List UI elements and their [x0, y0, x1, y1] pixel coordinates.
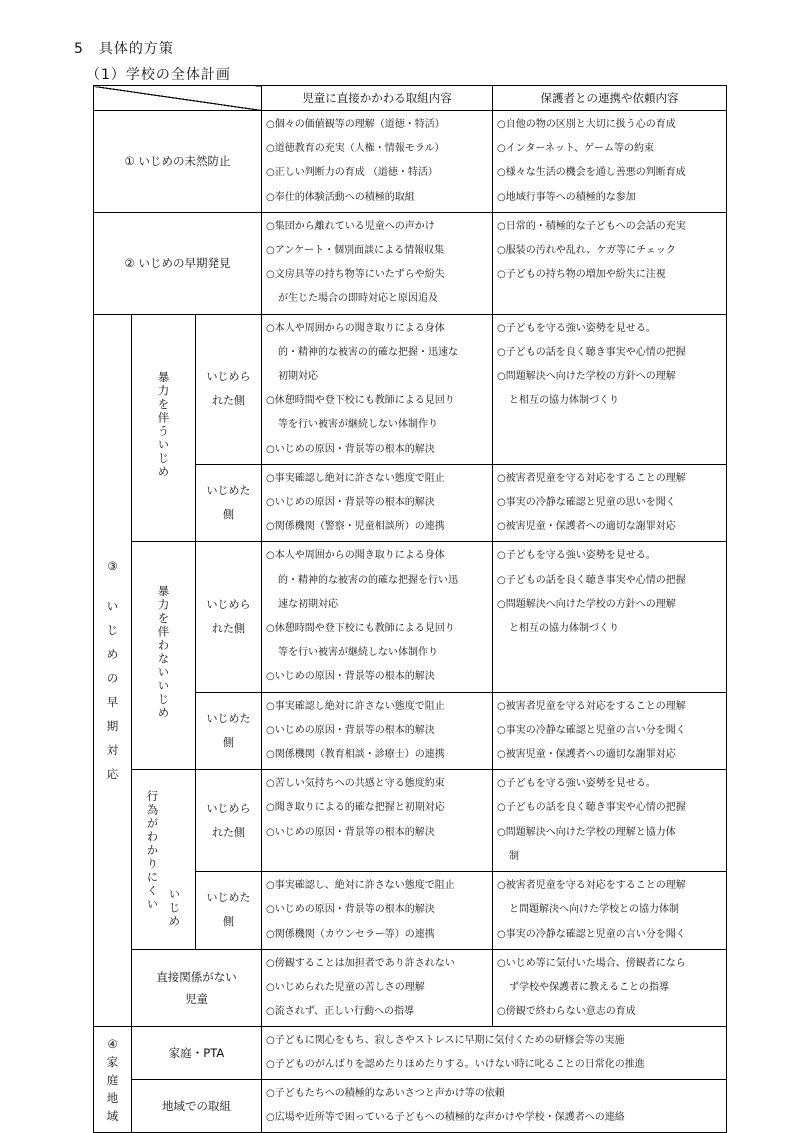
vertical-label-char: 庭 [106, 1072, 119, 1087]
list-item-continuation: 初期対応 [278, 371, 319, 383]
list-item: ○聞き取りによる的確な把握と初期対応 [266, 802, 445, 814]
nonviolent-bully-label: いじめた 側 [196, 692, 262, 770]
list-item-continuation: 等を行い被害が継続しない体制作り [278, 419, 439, 431]
list-item-line: ○本人や周囲からの聞き取りによる身体 [266, 550, 445, 562]
list-item-line: ○被害者児童を守る対応をすることの理解 [497, 880, 686, 892]
list-item-line: ○問題解決へ向けた学校の理解と協力体 [497, 826, 676, 838]
list-item [497, 772, 723, 796]
list-item: ○苦しい気持ちへの共感と守る態度約束 [266, 778, 445, 790]
school-plan-table [93, 85, 727, 1133]
violent-victim-label: いじめら れた側 [196, 314, 262, 464]
header-corner [94, 86, 262, 111]
unclear-bully-child-cell [262, 872, 493, 950]
list-item: ○被害児童・保護者への適切な謝罪対応 [497, 521, 676, 533]
list-item-line: ○子どもを守る強い姿勢を見せる。 [497, 550, 656, 562]
list-item [266, 665, 489, 689]
list-item [497, 923, 723, 947]
list-item-continuation: と相互の協力体制づくり [509, 395, 620, 407]
list-item-continuation: 的・精神的な被害の的確な把握を行い迅 [278, 574, 459, 586]
list-item [266, 317, 489, 390]
violent-bully-child-cell [262, 464, 493, 542]
list-item-line: ○休憩時間や登下校にも教師による見回り [266, 623, 455, 635]
list-item-line: ○子どもを守る強い姿勢を見せる。 [497, 322, 656, 334]
list-item-line: ○事実の冷静な確認と児童の言い分を聞く [497, 928, 686, 940]
row-label-prevention: ① いじめの未然防止 [94, 111, 262, 213]
list-item: ○事実確認し、絶対に許さない態度で阻止 [266, 880, 455, 892]
list-item-line: ○子どもの話を良く聴き事実や心情の把握 [497, 346, 686, 358]
early-detection-child-cont: が生じた場合の即時対応と原因追及 [278, 293, 439, 305]
list-item: ○子どもの持ち物の増加や紛失に注視 [497, 269, 666, 281]
vertical-label-char: 早 [106, 695, 119, 710]
vertical-label-char: い [106, 599, 119, 614]
home-community-number: ④ [107, 1036, 118, 1051]
nonviolent-victim-label: いじめら れた側 [196, 542, 262, 692]
list-item [497, 569, 723, 593]
prevention-parent-cell [493, 111, 727, 213]
list-item-line: ○休憩時間や登下校にも教師による見回り [266, 395, 455, 407]
list-item [497, 796, 723, 820]
list-item: ○いじめの原因・背景等の根本的解決 [266, 497, 435, 509]
list-item: ○文房具等の持ち物等にいたずらや紛失 [266, 269, 445, 281]
home-pta-label: 家庭・PTA [132, 1027, 262, 1080]
list-item: ○子どものがんばりを認めたりほめたりする。いけない時に叱ることの日常化の推進 [266, 1059, 645, 1071]
row-label-early-detection: ② いじめの早期発見 [94, 212, 262, 314]
list-item: ○被害者児童を守る対応をすることの理解 [497, 700, 686, 712]
list-item: ○子どもたちへの積極的なあいさつと声かけ等の依頼 [266, 1088, 505, 1100]
list-item [497, 874, 723, 922]
list-item [497, 593, 723, 641]
vertical-label-char: 期 [106, 719, 119, 734]
list-item: ○関係機関（教育相談・診療士）の連携 [266, 749, 445, 761]
list-item-continuation: 制 [509, 850, 520, 862]
list-item-line: ○子どもを守る強い姿勢を見せる。 [497, 778, 656, 790]
violent-victim-child-cell [262, 314, 493, 464]
vertical-label-char: 域 [106, 1108, 119, 1123]
list-item [266, 438, 489, 462]
list-item: ○被害児童・保護者への適切な謝罪対応 [497, 749, 676, 761]
list-item [497, 341, 723, 365]
vertical-label-char: 地 [106, 1090, 119, 1105]
list-item-line: ○子どもの話を良く聴き事実や心情の把握 [497, 802, 686, 814]
vertical-label-char: の [106, 671, 119, 686]
list-item-line: ○問題解決へ向けた学校の方針への理解 [497, 371, 676, 383]
violent-bullying-label: 暴力を伴ういじめ [132, 314, 196, 542]
list-item-line: ○本人や周囲からの聞き取りによる身体 [266, 322, 445, 334]
list-item: ○自他の物の区別と大切に扱う心の育成 [497, 119, 676, 130]
unclear-bully-label: いじめた 側 [196, 872, 262, 950]
list-item-continuation: 的・精神的な被害の的確な把握・迅速な [278, 346, 459, 358]
bystander-child-cell [262, 949, 493, 1027]
list-item: ○奉仕的体験活動への積極的取組 [266, 191, 415, 203]
violent-victim-parent-cell [493, 314, 727, 464]
list-item: ○関係機関（警察・児童相談所）の連携 [266, 521, 445, 533]
list-item [497, 365, 723, 413]
early-detection-parent-cell [493, 212, 727, 314]
list-item [497, 952, 723, 1000]
bystander-parent-cell [493, 949, 727, 1027]
vertical-label-char: 家 [106, 1054, 119, 1069]
list-item: ○流されず、正しい行動への指導 [266, 1006, 414, 1018]
subsection-title: （1）学校の全体計画 [86, 67, 231, 83]
violent-bully-label: いじめた 側 [196, 464, 262, 542]
list-item-line: ○子どもの話を良く聴き事実や心情の把握 [497, 574, 686, 586]
list-item: ○事実確認し絶対に許さない態度で阻止 [266, 472, 445, 484]
list-item-continuation: ず学校や保護者に教えることの指導 [509, 981, 670, 993]
vertical-label-char: め [106, 647, 119, 662]
list-item-continuation: と問題解決へ向けた学校との協力体制 [509, 904, 680, 916]
vertical-label-char: 対 [106, 743, 119, 758]
unclear-victim-parent-cell [493, 770, 727, 872]
list-item: ○いじめられた児童の苦しさの理解 [266, 981, 425, 993]
community-cell [262, 1080, 727, 1133]
unclear-bullying-label: 行為がわかりにくい いじめ [132, 770, 196, 949]
list-item: ○正しい判断力の育成 （道徳・特活） [266, 167, 438, 179]
nonviolent-bullying-label: 暴力を伴わないいじめ [132, 542, 196, 770]
list-item-line: ○問題解決へ向けた学校の方針への理解 [497, 598, 676, 610]
list-item: ○インターネット、ゲーム等の約束 [497, 143, 654, 155]
list-item: ○いじめの原因・背景等の根本的解決 [266, 826, 435, 838]
list-item: ○アンケート・個別面談による情報収集 [266, 245, 445, 257]
list-item: ○子どもに関心をもち、寂しさやストレスに早期に気付くための研修会等の実施 [266, 1035, 625, 1047]
list-item-continuation: と相互の協力体制づくり [509, 623, 620, 635]
prevention-child-cell [262, 111, 493, 213]
list-item [497, 1000, 723, 1024]
nonviolent-bully-child-cell [262, 692, 493, 770]
section-title: 5 具体的方策 [74, 41, 174, 57]
list-item-continuation: 速な初期対応 [278, 598, 339, 610]
list-item: ○関係機関（カウンセラー等）の連携 [266, 928, 435, 940]
list-item [497, 317, 723, 341]
nonviolent-victim-parent-cell [493, 542, 727, 692]
list-item: ○いじめの原因・背景等の根本的解決 [266, 724, 435, 736]
list-item: ○事実の冷静な確認と児童の言い分を聞く [497, 724, 686, 736]
list-item-line: ○いじめの原因・背景等の根本的解決 [266, 443, 435, 455]
list-item [266, 389, 489, 437]
nonviolent-victim-child-cell [262, 542, 493, 692]
list-item: ○個々の価値観等の理解（道徳・特活） [266, 119, 445, 130]
list-item: ○服装の汚れや乱れ、ケガ等にチェック [497, 245, 676, 257]
list-item: ○広場や近所等で困っている子どもへの積極的な声かけや学校・保護者への連絡 [266, 1112, 625, 1124]
list-item [266, 617, 489, 665]
community-label: 地域での取組 [132, 1080, 262, 1133]
list-item-continuation: 等を行い被害が継続しない体制作り [278, 647, 439, 659]
list-item: ○事実確認し絶対に許さない態度で阻止 [266, 700, 445, 712]
row-label-home-community [94, 1027, 132, 1133]
vertical-label-char: じ [106, 623, 119, 638]
header-child: 児童に直接かかわる取組内容 [262, 86, 493, 111]
unclear-victim-child-cell [262, 770, 493, 872]
list-item: ○いじめの原因・背景等の根本的解決 [266, 904, 435, 916]
early-response-number: ③ [107, 559, 118, 574]
list-item: ○被害者児童を守る対応をすることの理解 [497, 472, 686, 484]
list-item: ○地域行事等への積極的な参加 [497, 191, 636, 203]
list-item: ○傍観することは加担者であり許されない [266, 957, 455, 969]
list-item [497, 544, 723, 568]
unclear-victim-label: いじめら れた側 [196, 770, 262, 872]
list-item [266, 544, 489, 617]
list-item-line: ○いじめ等に気付いた場合、傍観者になら [497, 957, 686, 969]
list-item: ○道徳教育の充実（人権・情報モラル） [266, 143, 445, 155]
nonviolent-bully-parent-cell [493, 692, 727, 770]
list-item: ○集団から離れている児童への声かけ [266, 220, 435, 232]
header-parent: 保護者との連携や依頼内容 [493, 86, 727, 111]
list-item: ○事実の冷静な確認と児童の思いを聞く [497, 497, 676, 509]
list-item: ○日常的・積極的な子どもへの会話の充実 [497, 220, 686, 232]
vertical-label-char: 応 [106, 767, 119, 782]
list-item-line: ○いじめの原因・背景等の根本的解決 [266, 671, 435, 683]
list-item [497, 821, 723, 869]
bystander-label: 直接関係がない 児童 [132, 949, 262, 1027]
early-detection-child-cell [262, 212, 493, 314]
unclear-bully-parent-cell [493, 872, 727, 950]
row-label-early-response [94, 314, 132, 1027]
home-pta-cell [262, 1027, 727, 1080]
violent-bully-parent-cell [493, 464, 727, 542]
list-item-line: ○傍観で終わらない意志の育成 [497, 1006, 636, 1018]
list-item: ○様々な生活の機会を通し善悪の判断育成 [497, 167, 686, 179]
